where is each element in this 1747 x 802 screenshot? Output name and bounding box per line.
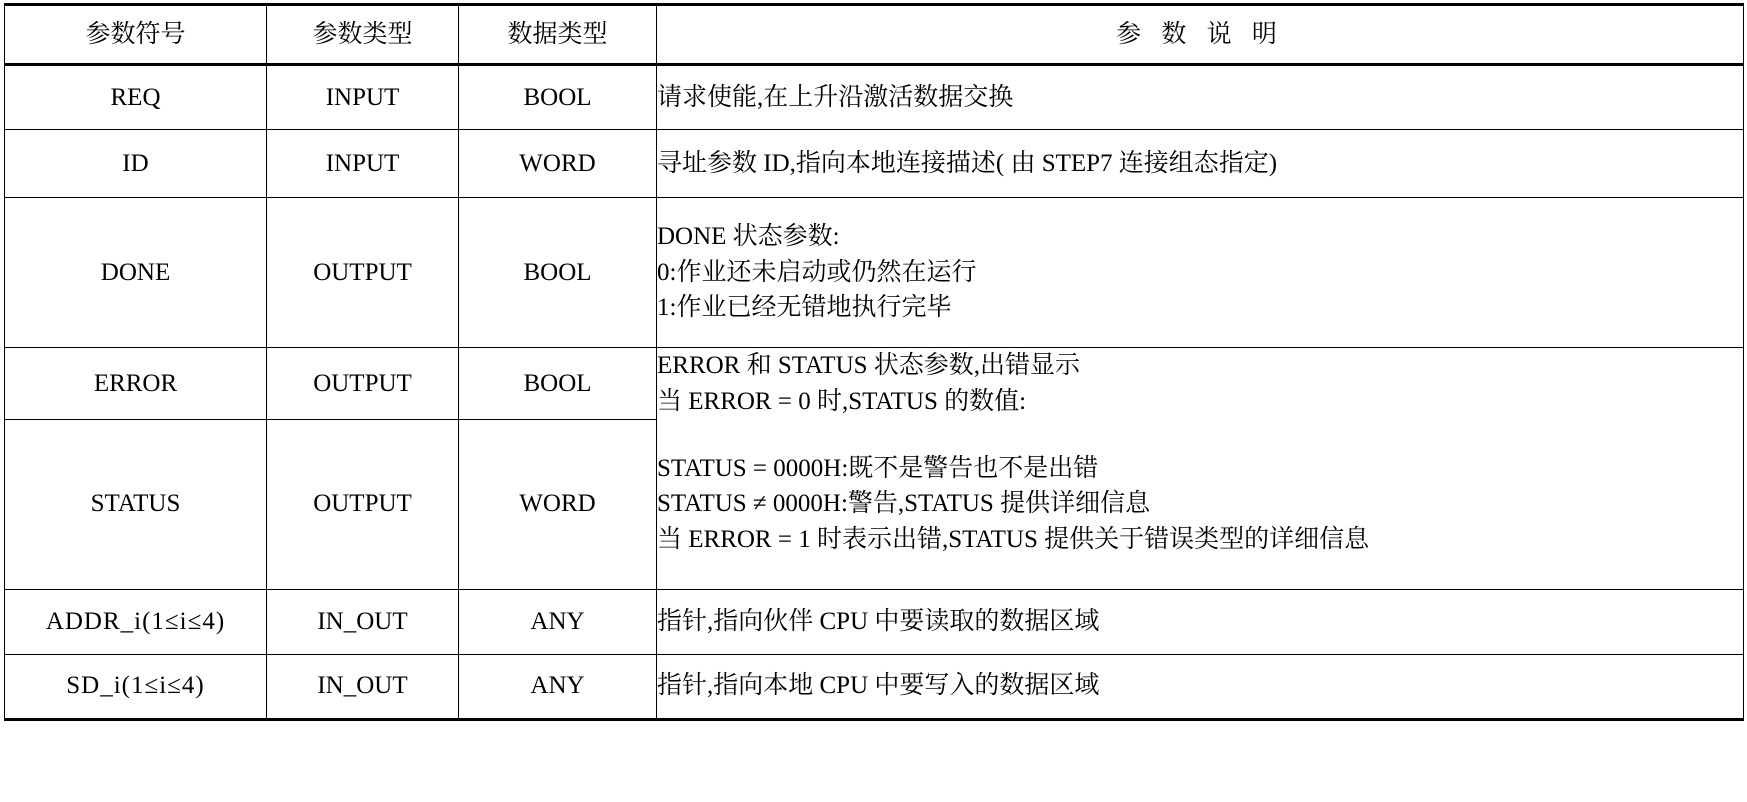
table-row xyxy=(5,198,1744,348)
table-row xyxy=(5,130,1744,198)
cell-description xyxy=(657,65,1744,130)
cell-data-type: WORD xyxy=(459,130,657,198)
cell-param-type: OUTPUT xyxy=(267,419,459,589)
column-header-symbol: 参数符号 xyxy=(5,5,267,65)
table-row xyxy=(5,589,1744,654)
document-page xyxy=(0,3,1747,802)
cell-description xyxy=(657,419,1744,589)
cell-param-type: IN_OUT xyxy=(267,589,459,654)
cell-data-type: ANY xyxy=(459,654,657,719)
cell-param-type: INPUT xyxy=(267,130,459,198)
table-row xyxy=(5,65,1744,130)
description-line: DONE 状态参数: xyxy=(657,223,840,251)
cell-symbol: ID xyxy=(5,130,267,198)
description-line: STATUS = 0000H:既不是警告也不是出错 xyxy=(657,454,1099,482)
cell-param-type: OUTPUT xyxy=(267,348,459,420)
cell-description xyxy=(657,198,1744,348)
cell-param-type: OUTPUT xyxy=(267,198,459,348)
cell-data-type: BOOL xyxy=(459,65,657,130)
description-line: 指针,指向本地 CPU 中要写入的数据区域 xyxy=(657,672,1100,700)
cell-symbol: STATUS xyxy=(5,419,267,589)
description-line: 当 ERROR = 0 时,STATUS 的数值: xyxy=(657,387,1027,415)
cell-symbol: DONE xyxy=(5,198,267,348)
description-line: 当 ERROR = 1 时表示出错,STATUS 提供关于错误类型的详细信息 xyxy=(657,525,1370,553)
cell-data-type: BOOL xyxy=(459,198,657,348)
cell-data-type: WORD xyxy=(459,419,657,589)
cell-symbol: ERROR xyxy=(5,348,267,420)
cell-data-type: BOOL xyxy=(459,348,657,420)
cell-data-type: ANY xyxy=(459,589,657,654)
table-header-row xyxy=(5,5,1744,65)
description-line: 寻址参数 ID,指向本地连接描述( 由 STEP7 连接组态指定) xyxy=(657,149,1278,177)
cell-param-type: IN_OUT xyxy=(267,654,459,719)
column-header-param-type: 参数类型 xyxy=(267,5,459,65)
description-line: 请求使能,在上升沿激活数据交换 xyxy=(657,83,1014,111)
table-row xyxy=(5,419,1744,589)
cell-description xyxy=(657,348,1744,420)
description-line: 1:作业已经无错地执行完毕 xyxy=(657,294,952,322)
column-header-data-type: 数据类型 xyxy=(459,5,657,65)
description-line: 0:作业还未启动或仍然在运行 xyxy=(657,258,977,286)
description-line: STATUS ≠ 0000H:警告,STATUS 提供详细信息 xyxy=(657,490,1151,517)
cell-description xyxy=(657,130,1744,198)
cell-description xyxy=(657,589,1744,654)
description-line: 指针,指向伙伴 CPU 中要读取的数据区域 xyxy=(657,607,1100,635)
description-line: ERROR 和 STATUS 状态参数,出错显示 xyxy=(657,352,1081,379)
table-row xyxy=(5,654,1744,719)
cell-symbol: REQ xyxy=(5,65,267,130)
table-row xyxy=(5,348,1744,420)
column-header-description: 参 数 说 明 xyxy=(657,5,1744,65)
cell-description xyxy=(657,654,1744,719)
cell-symbol: ADDR_i(1≤i≤4) xyxy=(5,589,267,654)
cell-symbol: SD_i(1≤i≤4) xyxy=(5,654,267,719)
cell-param-type: INPUT xyxy=(267,65,459,130)
parameter-table xyxy=(4,3,1744,721)
